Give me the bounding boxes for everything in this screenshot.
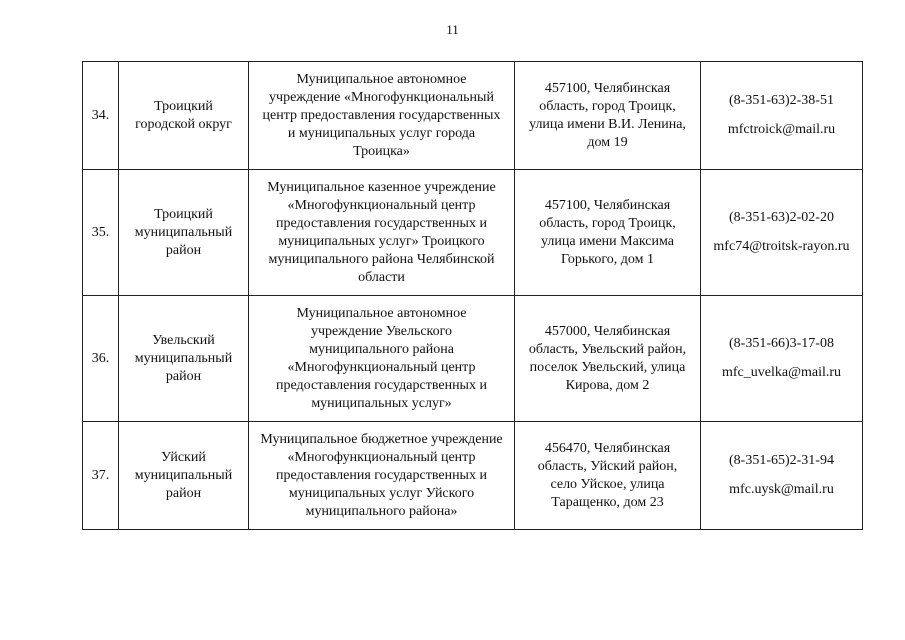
address-line: дом 19 <box>587 134 628 150</box>
contact-cell <box>701 62 863 170</box>
contact-block <box>707 452 856 499</box>
institution-line: муниципальных услуг Уйского <box>288 485 475 501</box>
institution-line: Муниципальное автономное <box>296 305 467 321</box>
address-line: 457000, Челябинская <box>544 323 671 339</box>
email-address: mfc.uysk@mail.ru <box>729 482 834 497</box>
institution-line: Муниципальное казенное учреждение <box>267 179 496 195</box>
table-row <box>83 422 863 530</box>
institution-line: «Многофункциональный центр <box>287 449 476 465</box>
row-number-cell: 34. <box>83 62 119 170</box>
phone-number: (8-351-63)2-38-51 <box>729 93 834 108</box>
institution-line: «Многофункциональный центр <box>287 359 476 375</box>
address-line: Кирова, дом 2 <box>565 377 650 393</box>
institution-line: учреждение «Многофункциональный <box>269 89 494 105</box>
mfc-table-container <box>82 61 863 530</box>
mfc-table <box>82 61 863 530</box>
address-line: Таращенко, дом 23 <box>551 494 664 510</box>
email-address: mfc_uvelka@mail.ru <box>721 365 842 380</box>
phone-number: (8-351-66)3-17-08 <box>729 336 834 351</box>
email-address: mfc74@troitsk-rayon.ru <box>713 239 850 254</box>
institution-cell <box>249 296 515 422</box>
institution-cell <box>249 422 515 530</box>
institution-line: муниципального района» <box>305 503 458 519</box>
district-line: муниципальный <box>134 224 233 240</box>
table-row <box>83 170 863 296</box>
institution-cell <box>249 170 515 296</box>
table-row <box>83 62 863 170</box>
address-line: 457100, Челябинская <box>544 197 671 213</box>
contact-cell <box>701 170 863 296</box>
address-line: село Уйское, улица <box>550 476 665 492</box>
address-line: область, Увельский район, <box>528 341 687 357</box>
institution-line: муниципального района Челябинской <box>268 251 495 267</box>
district-line: район <box>165 242 202 258</box>
address-cell <box>515 62 701 170</box>
district-line: район <box>165 485 202 501</box>
institution-line: предоставления государственных и <box>276 377 487 393</box>
table-row <box>83 296 863 422</box>
institution-line: Троицка» <box>353 143 410 159</box>
institution-line: учреждение Увельского <box>310 323 453 339</box>
contact-block <box>707 335 856 382</box>
row-number-cell: 37. <box>83 422 119 530</box>
district-cell <box>119 296 249 422</box>
contact-cell <box>701 422 863 530</box>
district-line: район <box>165 368 202 384</box>
district-cell <box>119 62 249 170</box>
address-line: Горького, дом 1 <box>561 251 654 267</box>
institution-line: и муниципальных услуг города <box>287 125 476 141</box>
email-address: mfctroick@mail.ru <box>727 122 836 137</box>
address-cell <box>515 170 701 296</box>
institution-line: области <box>358 269 405 285</box>
institution-line: предоставления государственных и <box>276 215 487 231</box>
institution-line: центр предоставления государственных <box>262 107 501 123</box>
district-line: городской округ <box>135 116 232 132</box>
district-line: муниципальный <box>134 467 233 483</box>
phone-number: (8-351-65)2-31-94 <box>729 453 834 468</box>
institution-cell <box>249 62 515 170</box>
phone-number: (8-351-63)2-02-20 <box>729 210 834 225</box>
district-cell <box>119 422 249 530</box>
row-number-cell: 35. <box>83 170 119 296</box>
institution-line: муниципальных услуг» <box>311 395 452 411</box>
address-cell <box>515 296 701 422</box>
address-line: область, Уйский район, <box>537 458 678 474</box>
institution-line: Муниципальное бюджетное учреждение <box>260 431 503 447</box>
institution-line: «Многофункциональный центр <box>287 197 476 213</box>
district-line: Троицкий <box>154 206 213 222</box>
address-line: улица имени Максима <box>541 233 674 249</box>
address-line: 456470, Челябинская <box>544 440 671 456</box>
institution-line: муниципальных услуг» Троицкого <box>278 233 485 249</box>
address-line: поселок Увельский, улица <box>529 359 686 375</box>
address-cell <box>515 422 701 530</box>
address-line: область, город Троицк, <box>539 98 676 114</box>
page-number: 11 <box>446 22 459 37</box>
district-line: Увельский <box>152 332 215 348</box>
contact-block <box>707 209 856 256</box>
row-number-cell: 36. <box>83 296 119 422</box>
address-line: область, город Троицк, <box>539 215 676 231</box>
contact-cell <box>701 296 863 422</box>
institution-line: муниципального района <box>309 341 454 357</box>
institution-line: предоставления государственных и <box>276 467 487 483</box>
district-line: Уйский <box>161 449 206 465</box>
district-cell <box>119 170 249 296</box>
district-line: муниципальный <box>134 350 233 366</box>
institution-line: Муниципальное автономное <box>296 71 467 87</box>
address-line: улица имени В.И. Ленина, <box>529 116 686 132</box>
address-line: 457100, Челябинская <box>544 80 671 96</box>
district-line: Троицкий <box>154 98 213 114</box>
contact-block <box>707 92 856 139</box>
table-body <box>83 62 863 530</box>
